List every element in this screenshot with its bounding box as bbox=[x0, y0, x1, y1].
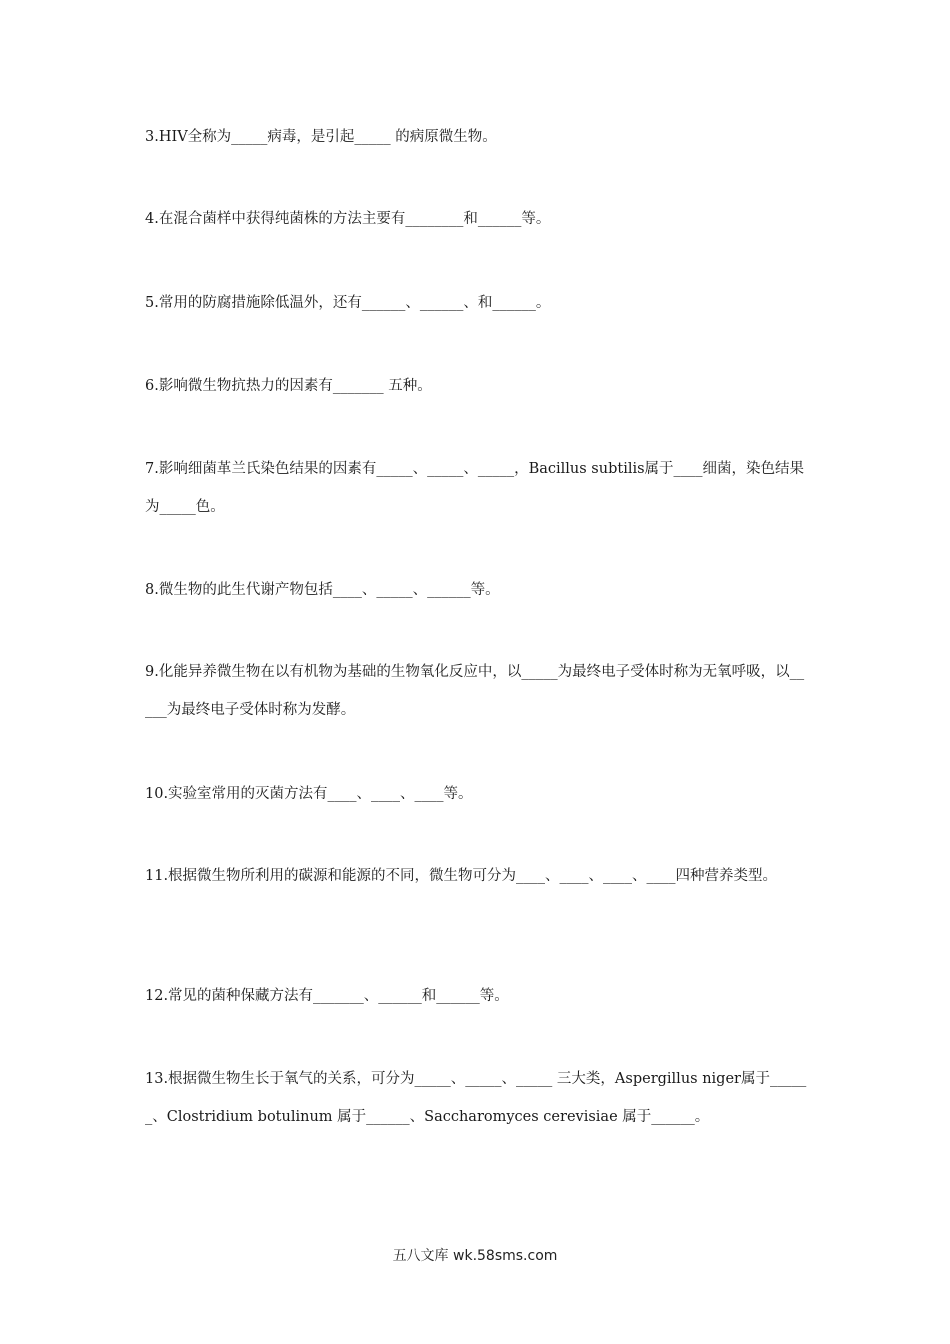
question-11: 11.根据微生物所利用的碳源和能源的不同，微生物可分为____、____、____、____四种营养类型。 bbox=[145, 868, 778, 884]
question-5: 5.常用的防腐措施除低温外，还有______、______、和______。 bbox=[145, 295, 551, 311]
question-8: 8.微生物的此生代谢产物包括____、_____、______等。 bbox=[145, 582, 500, 598]
question-4: 4.在混合菌样中获得纯菌株的方法主要有________和______等。 bbox=[145, 211, 551, 227]
question-3: 3.HIV全称为_____病毒，是引起_____ 的病原微生物。 bbox=[145, 129, 497, 145]
question-12: 12.常见的菌种保藏方法有_______、______和______等。 bbox=[145, 988, 509, 1004]
question-13: 13.根据微生物生长于氧气的关系，可分为_____、_____、_____ 三大类，Aspergillus niger属于______、Clostridium botulinum 属于______、Saccharomyces cerevisiae 属于______。 bbox=[145, 1071, 807, 1125]
question-6: 6.影响微生物抗热力的因素有_______ 五种。 bbox=[145, 378, 432, 394]
footer-watermark: 五八文库 wk.58sms.com bbox=[392, 1248, 558, 1264]
question-9: 9.化能异养微生物在以有机物为基础的生物氧化反应中，以_____为最终电子受体时称为无氧呼吸，以_____为最终电子受体时称为发酵。 bbox=[145, 664, 805, 718]
question-7: 7.影响细菌革兰氏染色结果的因素有_____、_____、_____，Bacillus subtilis属于____细菌，染色结果为_____色。 bbox=[145, 461, 805, 515]
question-10: 10.实验室常用的灭菌方法有____、____、____等。 bbox=[145, 786, 473, 802]
